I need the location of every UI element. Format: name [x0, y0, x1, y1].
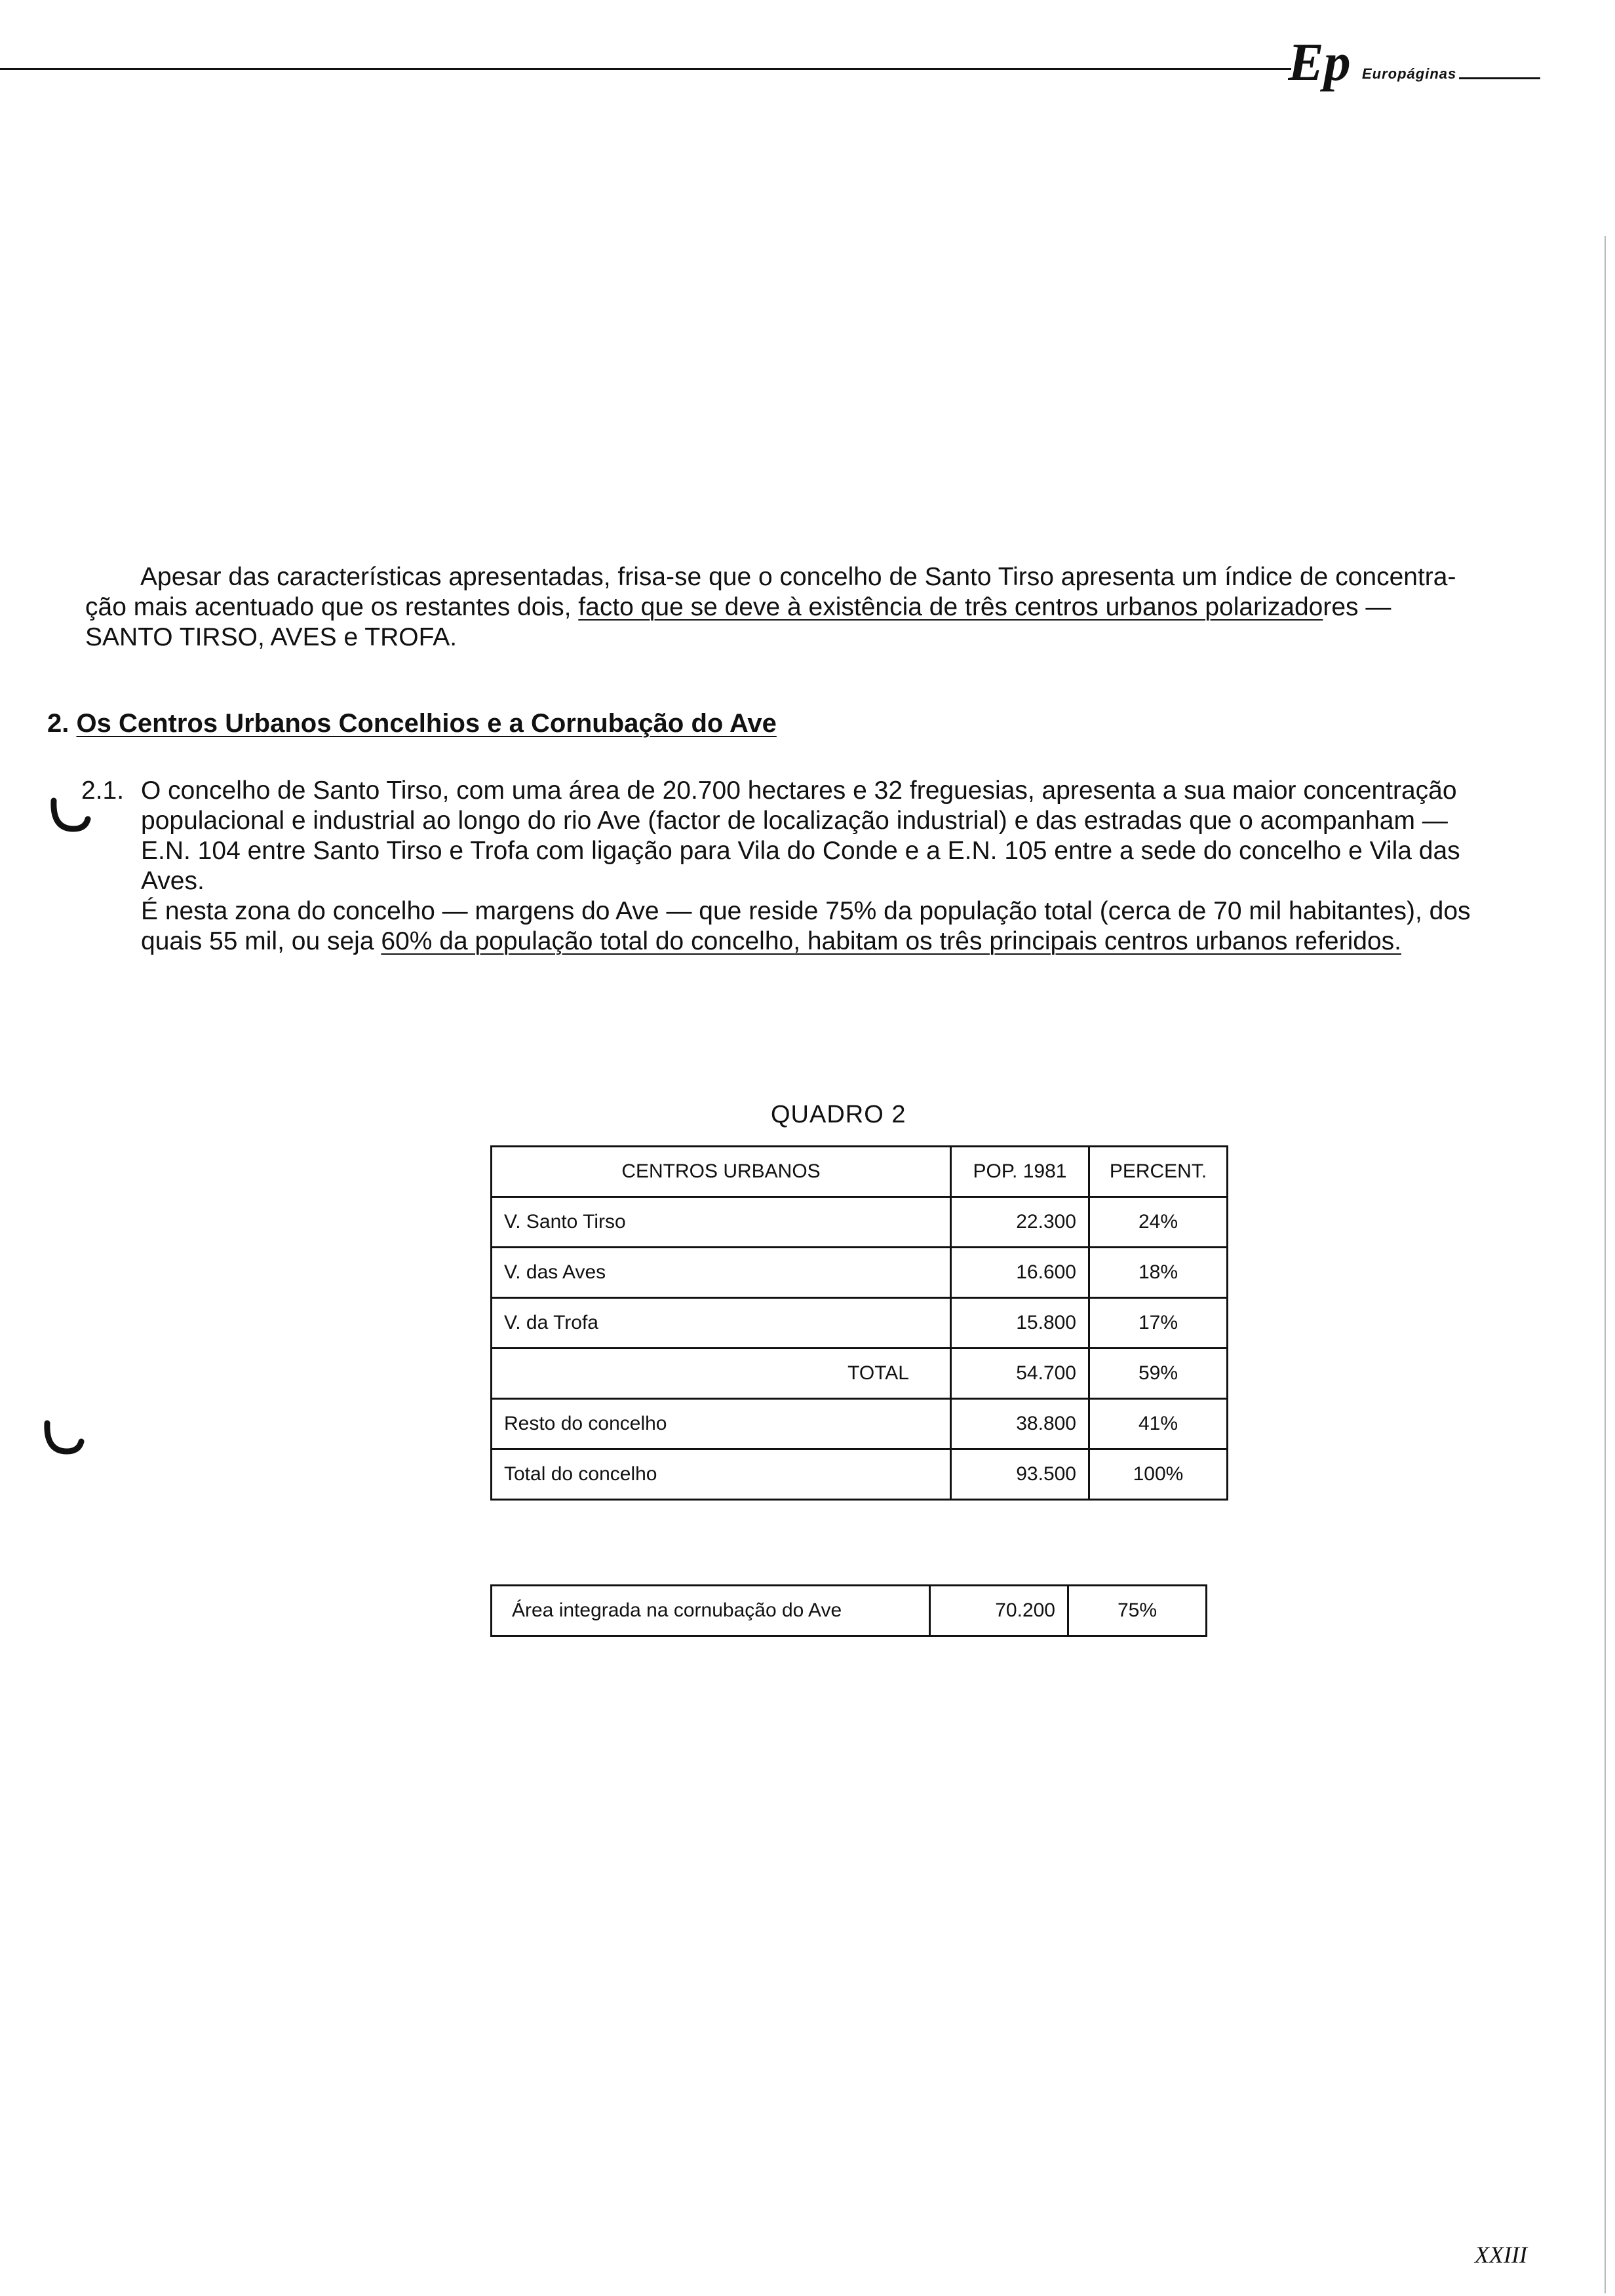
subsection-paragraph: [141, 776, 1471, 957]
intro-line-1: Apesar das características apresentadas, frisa-se que o concelho de Santo Tirso apresenta um índice de concentra-: [140, 563, 1456, 591]
urban-centre-name: V. das Aves: [492, 1248, 951, 1298]
subsection-line-4: Aves.: [141, 867, 204, 895]
population-value: 16.600: [951, 1248, 1089, 1298]
intro-line-2: ção mais acentuado que os restantes dois, facto que se deve à existência de três centros urbanos polarizadores —: [85, 593, 1391, 621]
subsection-underlined-text: 60% da população total do concelho, habitam os três principais centros urbanos referidos.: [381, 927, 1401, 955]
column-header: POP. 1981: [951, 1147, 1089, 1197]
intro-line-3: SANTO TIRSO, AVES e TROFA.: [85, 623, 457, 651]
publisher-name: Europáginas: [1362, 66, 1457, 82]
subsection-number: 2.1.: [81, 776, 125, 805]
table-row-total: [492, 1349, 1228, 1399]
column-header: PERCENT.: [1089, 1147, 1228, 1197]
subsection-line-1: O concelho de Santo Tirso, com uma área de 20.700 hectares e 32 freguesias, apresenta a sua maior concentração: [141, 776, 1457, 805]
percent-value: 18%: [1089, 1248, 1228, 1298]
cornubacao-table: [490, 1584, 1207, 1637]
row-label: Área integrada na cornubação do Ave: [492, 1586, 930, 1636]
table-title: QUADRO 2: [771, 1101, 906, 1128]
population-value: 54.700: [951, 1349, 1089, 1399]
percent-value: 24%: [1089, 1197, 1228, 1248]
population-value: 15.800: [951, 1298, 1089, 1349]
subsection-line-3: E.N. 104 entre Santo Tirso e Trofa com ligação para Vila do Conde e a E.N. 105 entre a sede do concelho e Vila das: [141, 837, 1460, 865]
population-value: 93.500: [951, 1449, 1089, 1500]
svg-text:Ep: Ep: [1288, 34, 1351, 92]
table-header-row: [492, 1147, 1228, 1197]
margin-mark-icon: [41, 1415, 87, 1461]
population-value: 38.800: [951, 1399, 1089, 1449]
total-label: TOTAL: [492, 1349, 951, 1399]
intro-underlined-text: facto que se deve à existência de três centros urbanos polarizado: [578, 593, 1323, 621]
population-value: 70.200: [930, 1586, 1068, 1636]
population-value: 22.300: [951, 1197, 1089, 1248]
subsection-line-6: quais 55 mil, ou seja 60% da população total do concelho, habitam os três principais centros urbanos referidos.: [141, 927, 1401, 955]
row-label: Resto do concelho: [492, 1399, 951, 1449]
header-rule-right: [1459, 77, 1540, 79]
header-rule: [0, 68, 1291, 70]
percent-value: 100%: [1089, 1449, 1228, 1500]
subsection-line-2: populacional e industrial ao longo do rio Ave (factor de localização industrial) e das estradas que o acompanham —: [141, 807, 1448, 835]
table-row: [492, 1399, 1228, 1449]
row-label: Total do concelho: [492, 1449, 951, 1500]
table-row: [492, 1197, 1228, 1248]
column-header: CENTROS URBANOS: [492, 1147, 951, 1197]
population-table: [490, 1145, 1228, 1501]
publisher-logo: [1288, 34, 1353, 93]
urban-centre-name: V. da Trofa: [492, 1298, 951, 1349]
subsection-line-5: É nesta zona do concelho — margens do Ave — que reside 75% da população total (cerca de 70 mil habitantes), dos: [141, 897, 1471, 925]
page-number: XXIII: [1475, 2242, 1527, 2268]
table-row: [492, 1449, 1228, 1500]
table-row: [492, 1298, 1228, 1349]
percent-value: 17%: [1089, 1298, 1228, 1349]
section-heading: [47, 709, 777, 738]
urban-centre-name: V. Santo Tirso: [492, 1197, 951, 1248]
table-row: [492, 1248, 1228, 1298]
section-title: Os Centros Urbanos Concelhios e a Cornubação do Ave: [76, 709, 777, 738]
percent-value: 41%: [1089, 1399, 1228, 1449]
page-edge-line: [1605, 236, 1606, 2293]
table-row: [492, 1586, 1207, 1636]
percent-value: 75%: [1068, 1586, 1207, 1636]
section-number: 2.: [47, 709, 69, 738]
intro-paragraph: [85, 562, 1456, 653]
percent-value: 59%: [1089, 1349, 1228, 1399]
